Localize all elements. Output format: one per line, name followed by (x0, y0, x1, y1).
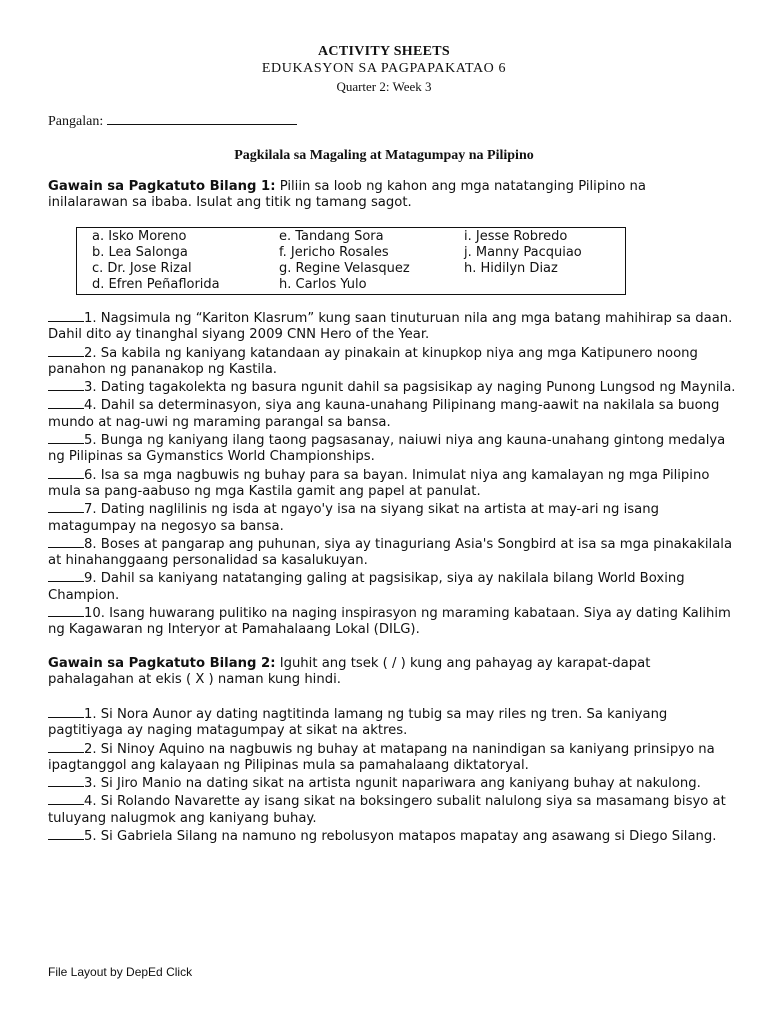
choices-column-1 (92, 229, 220, 293)
choice-item: i. Jesse Robredo (464, 229, 568, 244)
question-item: 8. Boses at pangarap ang puhunan, siya ay tinaguriang Asia's Songbird at isa sa mga pinakakilala at hinahanggaang personalidad sa kasalukuyan. (48, 536, 733, 569)
answer-blank[interactable] (48, 827, 84, 840)
document-title: Pagkilala sa Magaling at Matagumpay na Pilipino (234, 148, 534, 163)
activity1-instruction (48, 179, 728, 211)
answer-blank[interactable] (48, 705, 84, 718)
subject-title: EDUKASYON SA PAGPAPAKATAO 6 (261, 61, 507, 76)
statement-item: 2. Si Ninoy Aquino na nagbuwis ng buhay at matapang na nanindigan sa kaniyang prinsipyo na ipagtanggol ang kalayaan ng Pilipinas mula sa pamahalaang diktatoryal. (48, 741, 715, 773)
answer-blank[interactable] (48, 344, 84, 357)
name-blank (107, 112, 297, 125)
name-row (48, 112, 297, 130)
statement-item: 3. Si Jiro Manio na dating sikat na artista ngunit napariwara ang kaniyang buhay at nakulong. (48, 774, 738, 792)
sheet-title: ACTIVITY SHEETS (318, 44, 450, 59)
answer-blank[interactable] (48, 466, 84, 479)
activity2-instruction (48, 656, 728, 688)
question-item: 1. Nagsimula ng “Kariton Klasrum” kung saan tinuturuan nila ang mga batang mahihirap sa daan. Dahil dito ay tinanghal siyang 2009 CNN Hero of the Year. (48, 311, 733, 343)
answer-blank[interactable] (48, 604, 84, 617)
choice-item: h. Carlos Yulo (279, 277, 367, 292)
choice-item: f. Jericho Rosales (279, 245, 389, 260)
choice-item: h. Hidilyn Diaz (464, 261, 558, 276)
activity2-items (48, 705, 738, 845)
question-item: 7. Dating naglilinis ng isda at ngayo'y isa na siyang sikat na artista at may-ari ng isang matagumpay na negosyo sa bansa. (48, 502, 659, 534)
activity2-heading: Gawain sa Pagkatuto Bilang 2: (48, 656, 276, 671)
statement-item: 4. Si Rolando Navarette ay isang sikat na boksingero subalit nalulong siya sa masamang bisyo at tuluyang nalugmok ang kaniyang buhay. (48, 794, 726, 826)
answer-blank[interactable] (48, 569, 84, 582)
answer-blank[interactable] (48, 792, 84, 805)
answer-blank[interactable] (48, 740, 84, 753)
answer-blank[interactable] (48, 774, 84, 787)
choice-item: d. Efren Peñaflorida (92, 277, 220, 292)
choice-item: b. Lea Salonga (92, 245, 188, 260)
activity1-heading: Gawain sa Pagkatuto Bilang 1: (48, 179, 276, 194)
answer-blank[interactable] (48, 500, 84, 513)
footer-credit: File Layout by DepEd Click (48, 965, 193, 979)
choice-item: e. Tandang Sora (279, 229, 384, 244)
question-item: 3. Dating tagakolekta ng basura ngunit dahil sa pagsisikap ay naging Punong Lungsod ng Maynila. (48, 378, 738, 396)
answer-blank[interactable] (48, 431, 84, 444)
choice-item: c. Dr. Jose Rizal (92, 261, 192, 276)
answer-blank[interactable] (48, 309, 84, 322)
question-item: 6. Isa sa mga nagbuwis ng buhay para sa bayan. Inimulat niya ang kamalayan ng mga Pilipino mula sa pang-aabuso ng mga Kastila gamit ang papel at panulat. (48, 467, 710, 499)
choices-box (76, 227, 626, 295)
choices-column-2 (279, 229, 410, 293)
question-item: 10. Isang huwarang pulitiko na naging inspirasyon ng maraming kabataan. Siya ay dating Kalihim ng Kagawaran ng Interyor at Pamahalaang Lokal (DILG). (48, 606, 731, 638)
choice-item: a. Isko Moreno (92, 229, 187, 244)
answer-blank[interactable] (48, 535, 84, 548)
answer-blank[interactable] (48, 378, 84, 391)
question-item: 5. Bunga ng kaniyang ilang taong pagsasanay, naiuwi niya ang kauna-unahang gintong medalya ng Pilipinas sa Gymanstics World Championships. (48, 433, 726, 465)
activity2-instruction-text: Iguhit ang tsek ( / ) kung ang pahayag ay karapat-dapat pahalagahan at ekis ( X ) naman kung hindi. (48, 656, 651, 687)
choices-column-3 (464, 229, 582, 277)
activity1-instruction-text: Piliin sa loob ng kahon ang mga natatanging Pilipino na inilalarawan sa ibaba. Isulat ang titik ng tamang sagot. (48, 179, 646, 210)
document-header (0, 43, 768, 95)
choice-item: g. Regine Velasquez (279, 261, 410, 276)
quarter-week: Quarter 2: Week 3 (336, 79, 432, 94)
question-item: 2. Sa kabila ng kaniyang katandaan ay pinakain at kinupkop niya ang mga Katipunero noong panahon ng pananakop ng Kastila. (48, 345, 698, 377)
statement-item: 1. Si Nora Aunor ay dating nagtitinda lamang ng tubig sa may riles ng tren. Sa kaniyang pagtitiyaga ay naging matagumpay at sikat na aktres. (48, 707, 668, 739)
answer-blank[interactable] (48, 396, 84, 409)
name-label: Pangalan: (48, 114, 104, 129)
question-item: 4. Dahil sa determinasyon, siya ang kauna-unahang Pilipinang mang-aawit na nakilala sa buong mundo at nag-uwi ng maraming parangal sa bansa. (48, 398, 720, 430)
choice-item: j. Manny Pacquiao (464, 245, 582, 260)
statement-item: 5. Si Gabriela Silang na namuno ng rebolusyon matapos mapatay ang asawang si Diego Silang. (48, 827, 738, 845)
activity1-items (48, 309, 738, 639)
question-item: 9. Dahil sa kaniyang natatanging galing at pagsisikap, siya ay nakilala bilang World Boxing Champion. (48, 571, 685, 603)
